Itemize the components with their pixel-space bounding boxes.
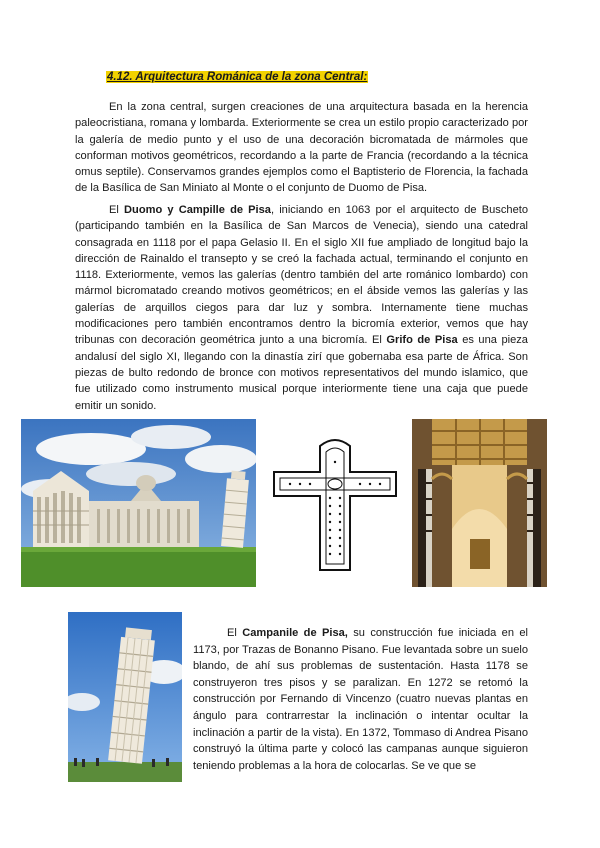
paragraph-intro: En la zona central, surgen creaciones de una arquitectura basada en la herencia paleocristiana, romana y lombarda. Exteriormente se crea un estilo propio caracterizado por la galería de medio punto y el uso de una decoración bicromatada de mármoles que conforman motivos geométricos, recordando a la parte de Francia (recordando a la técnica omus septile). Conservamos grandes ejemplos como el Baptisterio de Florencia, la fachada de la Basílica de San Miniato al Monte o el conjunto de Duomo de Pisa. [75,101,528,195]
paragraph-duomo [75,202,528,414]
duomo-term: Duomo y Campille de Pisa [124,204,271,216]
campanile-lead: El [227,627,237,639]
duomo-interior-photo [412,419,547,587]
duomo-exterior-photo [21,419,256,587]
cathedral-floor-plan [270,432,400,572]
campanile-photo [68,612,182,782]
grifo-term: Grifo de Pisa [386,334,458,347]
section-heading: 4.12. Arquitectura Románica de la zona Central: [107,71,368,83]
campanile-body: su construcción fue iniciada en el 1173, por Trazas de Bonanno Pisano. Fue levantada sobre un suelo blando, de ahí sus problemas de sustentación. Hasta 1178 se construyeron tres pisos y se paralizan. En 1272 se retomó la construcción por Fernando di Vincenzo (cuatro nuevas plantas en ángulo para contrarrestar la inclinación o intentar ocultar la inclinación a partir de la vista). En 1372, Tommaso di Andrea Pisano construyó la última parte y colocó las campanas aunque siguieron teniendo problemas a la hora de colocarlas. Se ve que se [193,627,528,772]
grifo-body: es una pieza andalusí del siglo XI, llegando con la dinastía zirí que gobernaba esa parte de África. Son piezas de bulto redondo de bronce con motivos representativos del mundo islamico, que fue utilizado como instrumento musical porque interiormente tiene una caja que puede emitir un sonido. [75,334,528,412]
duomo-body: , iniciando en 1063 por el arquitecto de Buscheto (participando también en la Basílica de San Marcos de Venecia), siendo una catedral consagrada en 1118 por el papa Gelasio II. En el siglo XII fue ampliado de longitud bajo la dirección de Rainaldo el transepto y se creó la fachada actual, terminando el conjunto en 1118. Exteriormente, vemos las galerías (dentro también del arte románico lombardo) con mármol bicromatado creando motivos geométricos; en el ábside vemos las galerías y las galerías de arquillos ciegos para dar luz y sombra. Internamente tiene muchas modificaciones pero también encontramos dentro la bicromía exterior, vemos que hay tribunas con decoración geométrica junto a una bicromía. El [75,204,528,347]
duomo-lead: El [109,204,119,216]
campanile-term: Campanile de Pisa, [242,627,348,639]
paragraph-campanile [193,625,528,774]
